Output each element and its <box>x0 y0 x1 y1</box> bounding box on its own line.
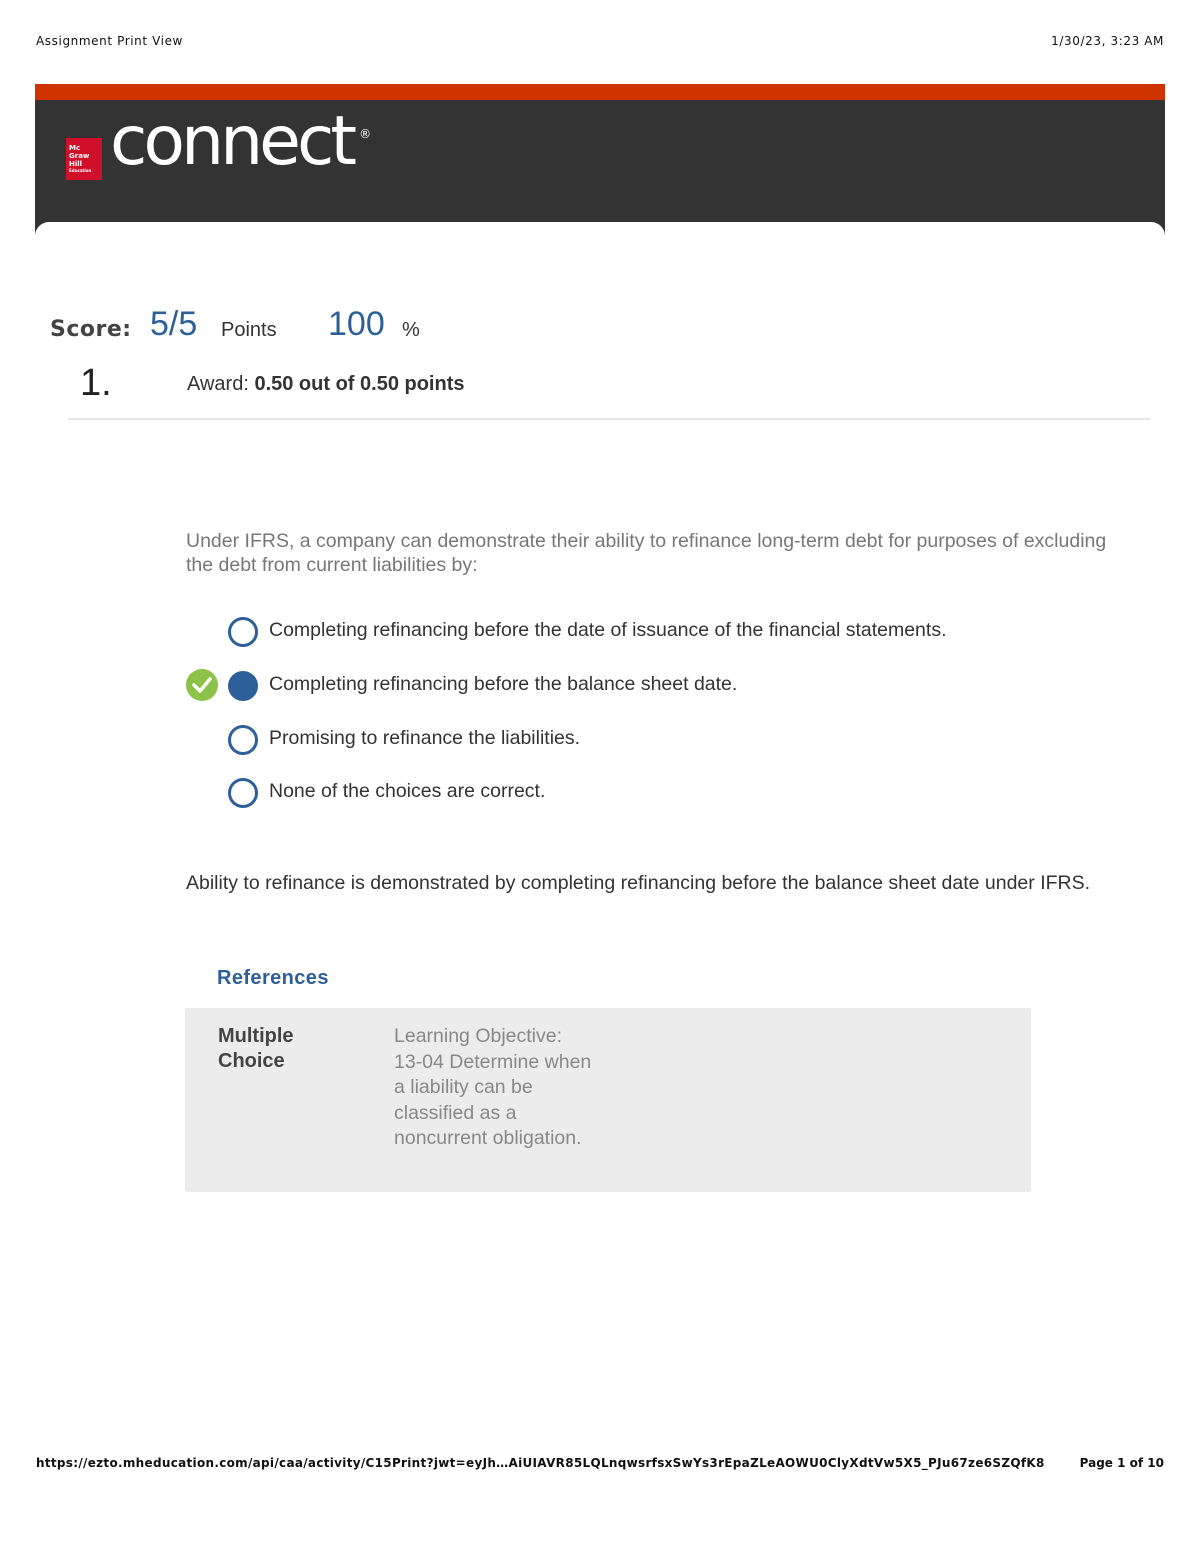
correct-check-icon <box>186 669 218 701</box>
question-prompt: Under IFRS, a company can demonstrate their ability to refinance long-term debt for purposes of excluding the debt from current liabilities by: <box>186 530 1107 576</box>
page-url: https://ezto.mheducation.com/api/caa/activity/C15Print?jwt=eyJh…AiUIAVR85LQLnqwsrfsxSwYs3rEpaZLeAOWU0ClyXdtVw5X5_PJu67ze6SZQfK8 <box>36 1456 1045 1470</box>
content-card-top <box>35 222 1165 252</box>
page-number: Page 1 of 10 <box>1079 1456 1164 1470</box>
print-footer <box>36 1456 1164 1474</box>
print-title: Assignment Print View <box>36 34 183 48</box>
radio-selected-icon[interactable] <box>228 671 258 701</box>
radio-empty-icon[interactable] <box>228 778 258 808</box>
question-type: Multiple Choice <box>218 1025 294 1072</box>
brand-accent-bar <box>35 84 1165 100</box>
connect-wordmark: connect <box>110 102 354 181</box>
choice-2[interactable] <box>186 667 1086 703</box>
radio-empty-icon[interactable] <box>228 617 258 647</box>
connect-logo <box>110 102 372 181</box>
score-label: Score: <box>50 317 132 342</box>
choice-label: None of the choices are correct. <box>269 780 546 802</box>
award-line <box>187 373 465 396</box>
logo-line-education: Education <box>69 168 92 173</box>
question-divider <box>68 418 1150 420</box>
references-box <box>185 1008 1031 1192</box>
points-label: Points <box>221 319 277 341</box>
print-header <box>36 34 1164 52</box>
references-title: References <box>217 967 329 989</box>
mcgraw-hill-logo <box>66 138 102 180</box>
choice-4[interactable] <box>186 774 1086 810</box>
choice-label: Promising to refinance the liabilities. <box>269 727 581 749</box>
logo-line-hill: Hill <box>69 160 83 168</box>
choice-label: Completing refinancing before the balance sheet date. <box>269 673 738 695</box>
logo-line-graw: Graw <box>69 152 90 160</box>
choice-3[interactable] <box>186 721 1086 757</box>
score-value: 5/5 <box>150 305 198 343</box>
answer-explanation: Ability to refinance is demonstrated by completing refinancing before the balance sheet date under IFRS. <box>186 872 1091 894</box>
choice-label: Completing refinancing before the date of issuance of the financial statements. <box>269 619 947 641</box>
score-percent: 100 <box>328 305 385 343</box>
radio-empty-icon[interactable] <box>228 725 258 755</box>
award-prefix: Award: <box>187 373 249 395</box>
award-value: 0.50 out of 0.50 points <box>254 373 465 395</box>
learning-objective: Learning Objective: 13-04 Determine when a liability can be classified as a noncurrent obligation. <box>394 1025 592 1149</box>
trademark-symbol: ® <box>359 127 372 141</box>
logo-line-mc: Mc <box>69 144 81 152</box>
question-number: 1. <box>80 362 112 404</box>
percent-sign: % <box>402 319 420 341</box>
print-datetime: 1/30/23, 3:23 AM <box>1051 34 1164 48</box>
choice-1[interactable] <box>186 613 1086 649</box>
checkmark-icon <box>192 677 212 693</box>
